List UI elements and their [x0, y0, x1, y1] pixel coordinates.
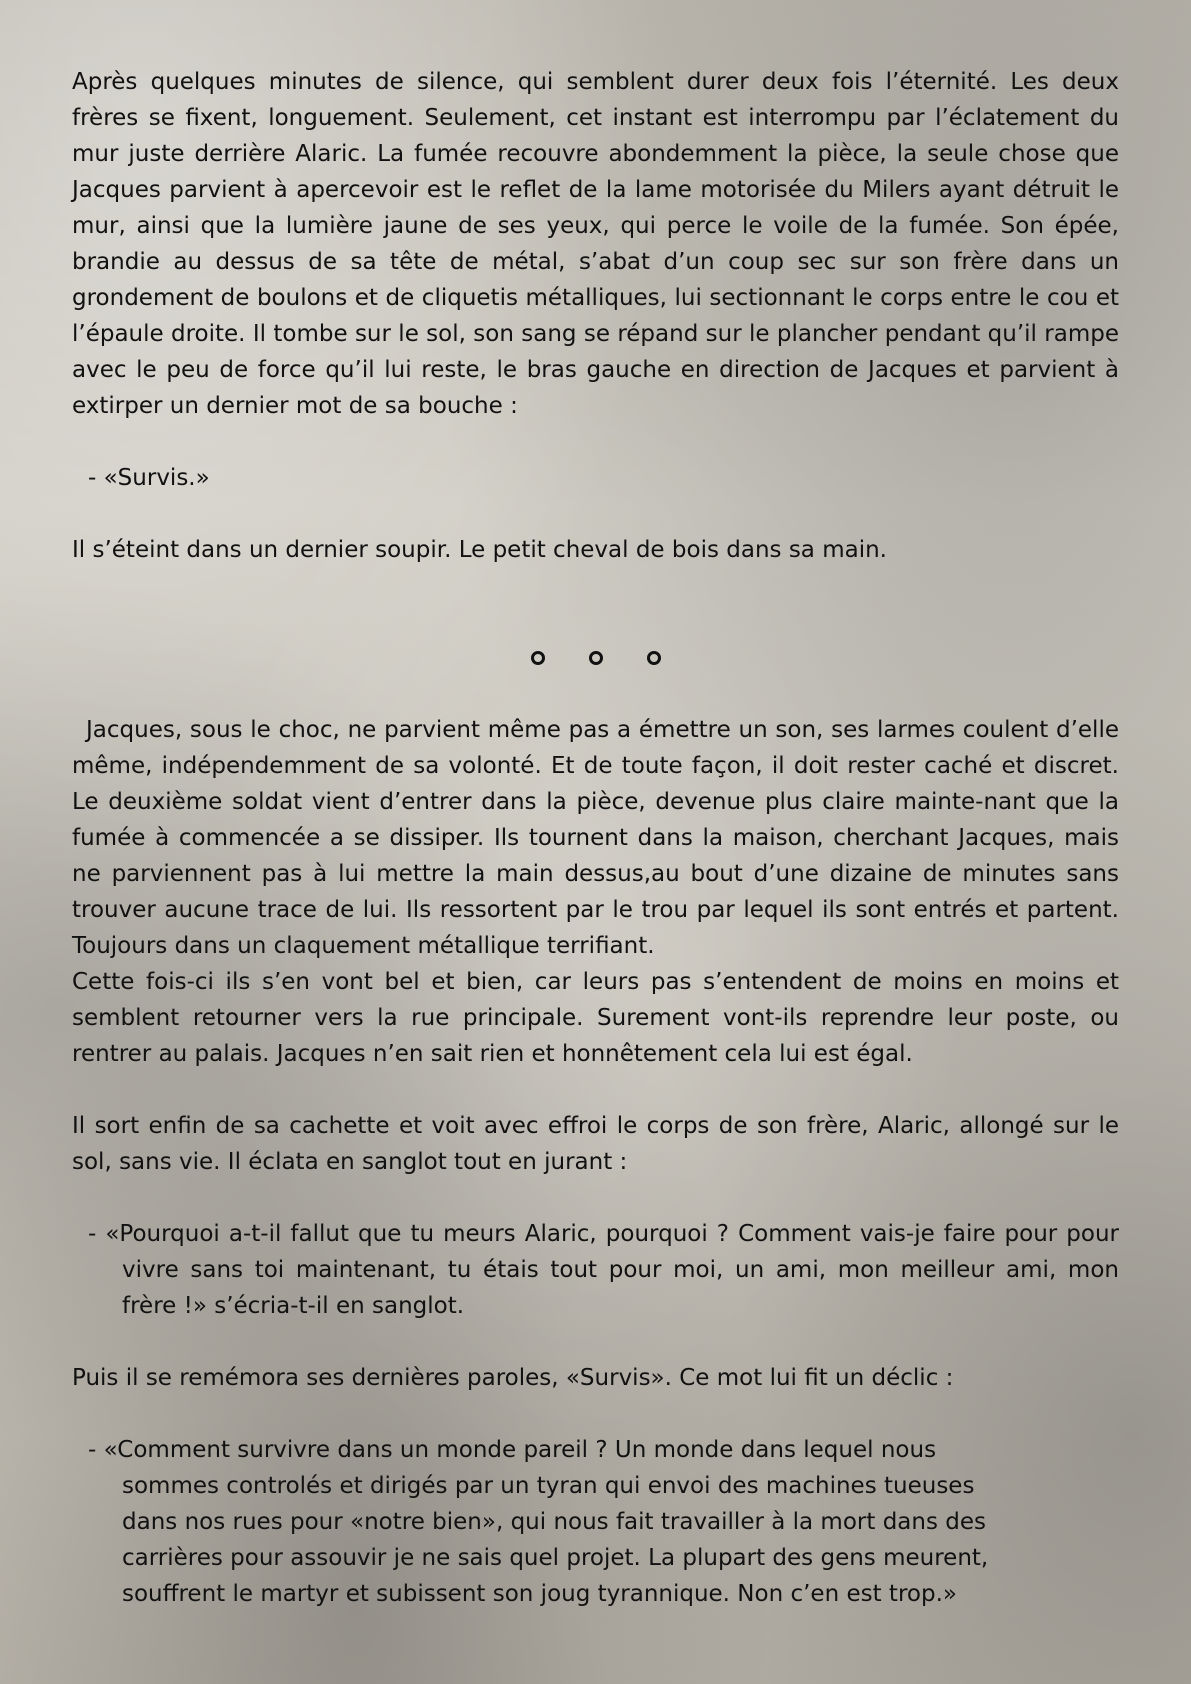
paragraph-3: Jacques, sous le choc, ne parvient même pas a émettre un son, ses larmes coulent d’elle même, indépendemment de sa volonté. Et de toute façon, il doit rester caché et discret. Le deuxième soldat vient d’entrer dans la pièce, devenue plus claire mainte-nant que la fumée à commencée a se dissiper. Ils tournent dans la maison, cherchant Jacques, mais ne parviennent pas à lui mettre la main dessus,au bout d’une dizaine de minutes sans trouver aucune trace de lui. Ils ressortent par le trou par lequel ils sont entrés et partent. Toujours dans un claquement métallique terrifiant. — [72, 717, 1119, 959]
spacer — [72, 568, 1119, 640]
paragraph-4: Cette fois-ci ils s’en vont bel et bien, car leurs pas s’entendent de moins en moins et semblent retourner vers la rue principale. Surement vont-ils reprendre leur poste, ou rentrer au palais. Jacques n’en sait rien et honnêtement cela lui est égal. — [72, 969, 1119, 1067]
paragraph-1: Après quelques minutes de silence, qui semblent durer deux fois l’éternité. Les deux frères se fixent, longuement. Seulement, cet instant est interrompu par l’éclatement du mur juste derrière Alaric. La fumée recouvre abondemment la pièce, la seule chose que Jacques parvient à apercevoir est le reflet de la lame motorisée du Milers ayant détruit le mur, ainsi que la lumière jaune de ses yeux, qui perce le voile de la fumée. Son épée, brandie au dessus de sa tête de métal, s’abat d’un coup sec sur son frère dans un grondement de boulons et de cliquetis métalliques, lui sectionnant le corps entre le cou et l’épaule droite. Il tombe sur le sol, son sang se répand sur le plancher pendant qu’il rampe avec le peu de force qu’il lui reste, le bras gauche en direction de Jacques et parvient à extirper un dernier mot de sa bouche : — [72, 69, 1119, 419]
spacer — [72, 1324, 1119, 1360]
paragraph-6: Puis il se remémora ses dernières paroles, «Survis». Ce mot lui fit un déclic : — [72, 1365, 954, 1391]
dialogue-comment: - «Comment survivre dans un monde pareil ? Un monde dans lequel nous sommes controlés et dirigés par un tyran qui envoi des machines tueuses dans nos rues pour «notre bien», qui nous fait travailler à la mort dans des carrières pour assouvir je ne sais quel projet. La plupart des gens meurent, souffrent le martyr et subissent son joug tyrannique. Non c’en est trop.» — [88, 1437, 989, 1607]
page-content — [72, 64, 1119, 1612]
spacer — [72, 1180, 1119, 1216]
dialogue-pourquoi: - «Pourquoi a-t-il fallut que tu meurs Alaric, pourquoi ? Comment vais-je faire pour pour vivre sans toi maintenant, tu étais tout pour moi, un ami, mon meilleur ami, mon frère !» s’écria-t-il en sanglot. — [88, 1221, 1119, 1319]
circle-icon — [531, 651, 545, 665]
section-separator-icon — [72, 640, 1119, 676]
spacer — [72, 1072, 1119, 1108]
paragraph-2: Il s’éteint dans un dernier soupir. Le petit cheval de bois dans sa main. — [72, 537, 887, 563]
paragraph-5: Il sort enfin de sa cachette et voit avec effroi le corps de son frère, Alaric, allongé sur le sol, sans vie. Il éclata en sanglot tout en jurant : — [72, 1113, 1119, 1175]
spacer — [72, 1396, 1119, 1432]
spacer — [72, 676, 1119, 712]
circle-icon — [647, 651, 661, 665]
spacer — [72, 424, 1119, 460]
dialogue-survis: - «Survis.» — [88, 465, 210, 491]
spacer — [72, 496, 1119, 532]
circle-icon — [589, 651, 603, 665]
